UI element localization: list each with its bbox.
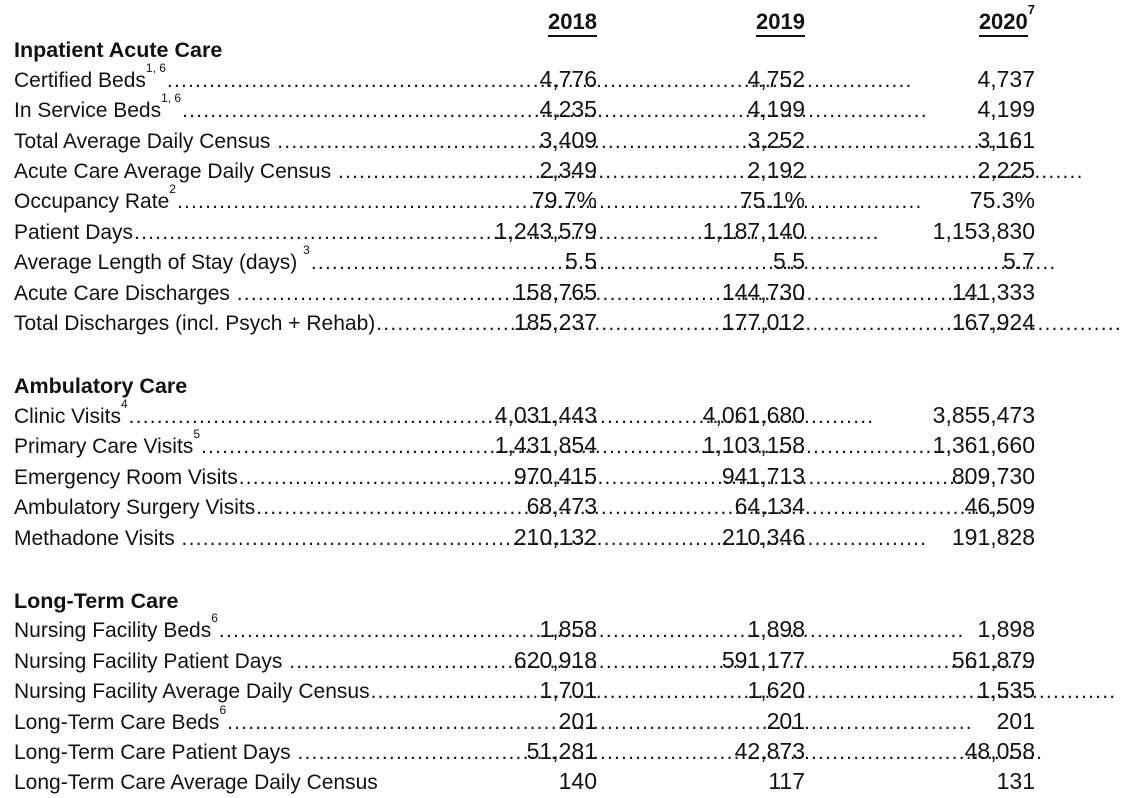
row-label [14,617,385,645]
row-label-text: Average Length of Stay (days) [14,251,303,274]
value-2018: 185,237 [385,308,597,336]
value-2019: 1,103,158 [597,431,805,459]
section-rows [14,401,1048,553]
dot-leader [177,188,385,216]
table-row [14,767,1048,797]
value-2019: 64,134 [597,492,805,520]
dot-leader [227,709,385,737]
column-header-2020 [805,8,1035,36]
table-row [14,737,1048,767]
row-label-text-wrap [14,128,276,156]
row-label-text: Nursing Facility Beds [14,619,211,642]
value-2018: 1,243,579 [385,217,597,245]
value-2019: 1,620 [597,676,805,704]
value-2020: 141,333 [805,278,1035,306]
value-2019: 4,061,680 [597,401,805,429]
table-row [14,462,1048,492]
row-label [14,158,385,186]
section-rows [14,65,1048,339]
dot-leader [201,433,385,461]
value-2019: 3,252 [597,126,805,154]
row-label-text: Long-Term Care Beds [14,711,219,734]
dot-leader [277,128,385,156]
value-2019: 2,192 [597,156,805,184]
row-label [14,433,385,461]
dot-leader [239,464,385,492]
table-row [14,126,1048,156]
table-row [14,95,1048,125]
row-label-text-wrap [14,280,236,308]
value-2018: 4,776 [385,65,597,93]
row-label-text-wrap [14,249,310,277]
row-label-text: Methadone Visits [14,527,181,550]
value-2020: 3,855,473 [805,401,1035,429]
row-label-text-wrap [14,494,255,522]
row-label [14,709,385,737]
year-label: 2018 [548,9,597,34]
value-2019: 201 [597,707,805,735]
value-2018: 3,409 [385,126,597,154]
row-label [14,97,385,125]
table-section [14,36,1048,338]
row-label-text-wrap [14,678,370,706]
value-2018: 140 [385,767,597,795]
value-2019: 1,898 [597,615,805,643]
dot-leader [219,617,385,645]
table-row [14,646,1048,676]
value-2018: 1,431,854 [385,431,597,459]
row-label [14,464,385,492]
dot-leader [256,494,385,522]
value-2020: 46,509 [805,492,1035,520]
dot-leader [311,249,385,277]
row-label-text-wrap [14,709,226,737]
footnote-superscript: 5 [193,427,200,441]
value-2018: 970,415 [385,462,597,490]
section-rows [14,615,1048,797]
row-label-text: Total Discharges (incl. Psych + Rehab) [14,312,375,335]
table-section [14,372,1048,552]
value-2018: 68,473 [385,492,597,520]
value-2019: 941,713 [597,462,805,490]
row-label-text-wrap [14,617,218,645]
table-row [14,278,1048,308]
row-label [14,678,385,706]
table-header-row [14,8,1048,36]
value-2019: 591,177 [597,646,805,674]
value-2018: 1,858 [385,615,597,643]
value-2019: 75.1% [597,186,805,214]
row-label-text: Long-Term Care Patient Days [14,741,296,764]
row-label [14,219,385,247]
row-label-text: Primary Care Visits [14,435,193,458]
row-label-text: Patient Days [14,221,133,244]
value-2020: 1,898 [805,615,1035,643]
table-row [14,676,1048,706]
row-label [14,739,385,767]
value-2020: 75.3% [805,186,1035,214]
row-label [14,494,385,522]
dot-leader [129,403,385,431]
row-label [14,128,385,156]
value-2020: 5.7 [805,247,1035,275]
value-2020: 4,737 [805,65,1035,93]
value-2018: 4,031,443 [385,401,597,429]
row-label-text-wrap [14,464,238,492]
value-2020: 48,058 [805,737,1035,765]
section-title: Long-Term Care [14,587,1048,615]
row-label-text: Emergency Room Visits [14,466,238,489]
value-2018: 79.7% [385,186,597,214]
row-label-text: Certified Beds [14,69,146,92]
value-2020: 2,225 [805,156,1035,184]
row-label [14,249,385,277]
row-label-text-wrap [14,188,176,216]
value-2020: 191,828 [805,523,1035,551]
row-label-text: Ambulatory Surgery Visits [14,496,255,519]
row-label [14,648,385,676]
dot-leader [182,525,385,553]
dot-leader [237,280,385,308]
dot-leader [371,678,385,706]
value-2019: 42,873 [597,737,805,765]
value-2019: 5.5 [597,247,805,275]
dot-leader [134,219,385,247]
table-row [14,431,1048,461]
value-2020: 561,879 [805,646,1035,674]
footnote-superscript: 3 [303,243,310,257]
value-2018: 201 [385,707,597,735]
table-body [14,36,1048,797]
section-title: Ambulatory Care [14,372,1048,400]
footnote-superscript: 1, 6 [161,91,181,105]
column-header-2019 [597,8,805,36]
row-label-text-wrap [14,648,288,676]
value-2020: 1,361,660 [805,431,1035,459]
value-2020: 131 [805,767,1035,795]
value-2018: 2,349 [385,156,597,184]
value-2018: 158,765 [385,278,597,306]
year-superscript: 7 [1028,2,1035,17]
table-row [14,707,1048,737]
table-row [14,615,1048,645]
row-label-text: Total Average Daily Census [14,130,276,153]
dot-leader [338,158,385,186]
value-2019: 210,346 [597,523,805,551]
year-label: 2019 [756,9,805,34]
section-title: Inpatient Acute Care [14,36,1048,64]
value-2018: 1,701 [385,676,597,704]
row-label [14,310,385,338]
dot-leader [182,97,385,125]
table-row [14,308,1048,338]
row-label-text-wrap [14,97,181,125]
table-section [14,587,1048,798]
row-label-text-wrap [14,769,384,797]
footnote-superscript: 6 [211,611,218,625]
footnote-superscript: 6 [219,703,226,717]
footnote-superscript: 4 [121,397,128,411]
footnote-superscript: 2 [169,182,176,196]
row-label [14,67,385,95]
value-2020: 809,730 [805,462,1035,490]
value-2018: 51,281 [385,737,597,765]
value-2019: 4,752 [597,65,805,93]
value-2019: 4,199 [597,95,805,123]
dot-leader [167,67,385,95]
value-2020: 1,153,830 [805,217,1035,245]
row-label [14,769,385,797]
row-label-text: Acute Care Average Daily Census [14,160,337,183]
table-row [14,401,1048,431]
value-2020: 4,199 [805,95,1035,123]
row-label-text: Acute Care Discharges [14,282,236,305]
row-label-text: In Service Beds [14,99,161,122]
table-row [14,217,1048,247]
value-2019: 1,187,140 [597,217,805,245]
value-2019: 177,012 [597,308,805,336]
table-row [14,492,1048,522]
value-2018: 620,918 [385,646,597,674]
row-label-text: Clinic Visits [14,405,121,428]
row-label-text-wrap [14,219,133,247]
row-label [14,188,385,216]
row-label-text-wrap [14,403,128,431]
row-label-text: Nursing Facility Average Daily Census [14,680,370,703]
row-label-text-wrap [14,67,166,95]
row-label-text-wrap [14,739,296,767]
row-label-text-wrap [14,310,375,338]
table-row [14,247,1048,277]
row-label-text: Nursing Facility Patient Days [14,650,288,673]
footnote-superscript: 1, 6 [146,61,166,75]
column-header-2018 [385,8,597,36]
value-2019: 144,730 [597,278,805,306]
row-label-text: Occupancy Rate [14,190,169,213]
dot-leader [376,310,385,338]
row-label [14,525,385,553]
value-2020: 167,924 [805,308,1035,336]
row-label-text: Long-Term Care Average Daily Census [14,771,384,794]
table-row [14,186,1048,216]
dot-leader [297,739,385,767]
value-2020: 3,161 [805,126,1035,154]
value-2019: 117 [597,767,805,795]
value-2018: 4,235 [385,95,597,123]
row-label-text-wrap [14,433,200,461]
table-row [14,523,1048,553]
row-label-text-wrap [14,525,181,553]
year-label: 2020$^7$ [979,9,1035,34]
value-2020: 201 [805,707,1035,735]
value-2018: 5.5 [385,247,597,275]
value-2018: 210,132 [385,523,597,551]
dot-leader [289,648,385,676]
value-2020: 1,535 [805,676,1035,704]
row-label [14,280,385,308]
